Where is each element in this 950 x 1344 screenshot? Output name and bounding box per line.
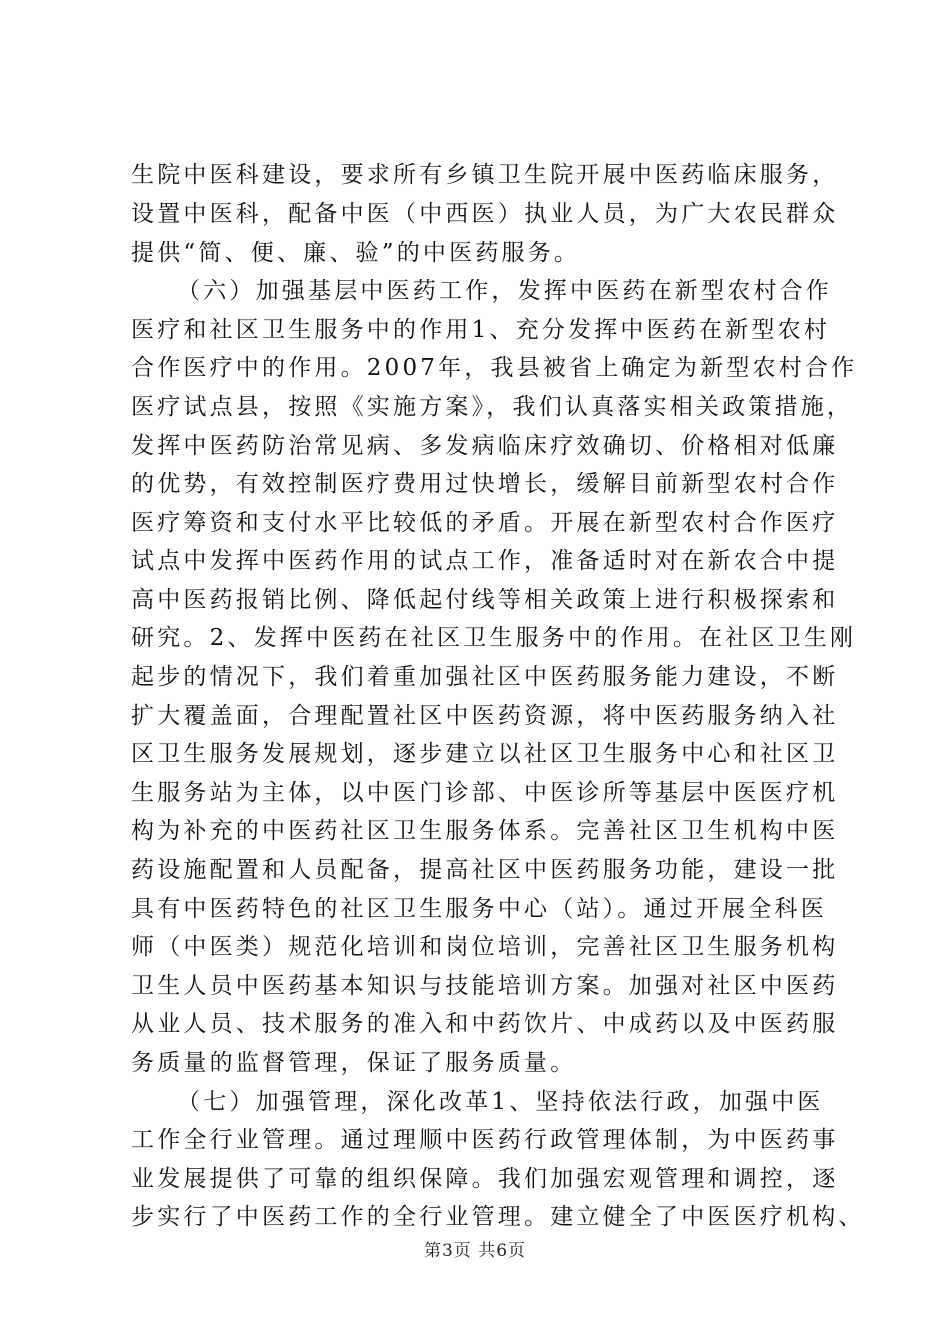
text-line: 试点中发挥中医药作用的试点工作，准备适时对在新农合中提 [131,548,839,574]
text-line: 务质量的监督管理，保证了服务质量。 [131,1050,577,1076]
text-line: 医疗和社区卫生服务中的作用1、充分发挥中医药在新型农村 [131,317,831,343]
text-line: 卫生人员中医药基本知识与技能培训方案。加强对社区中医药 [131,973,839,999]
text-line: 从业人员、技术服务的准入和中药饮片、中成药以及中医药服 [131,1011,839,1037]
page-number-footer: 第3页 共6页 [423,1241,527,1261]
text-line: 师（中医类）规范化培训和岗位培训，完善社区卫生服务机构 [131,934,839,960]
text-line: 发挥中医药防治常见病、多发病临床疗效确切、价格相对低廉 [131,433,839,459]
paragraph-start-line: （七）加强管理，深化改革1、坚持依法行政，加强中医 [177,1089,824,1115]
text-line: 具有中医药特色的社区卫生服务中心（站）。通过开展全科医 [131,896,827,922]
text-line: 医疗筹资和支付水平比较低的矛盾。开展在新型农村合作医疗 [131,510,839,536]
text-line: 药设施配置和人员配备，提高社区中医药服务功能，建设一批 [131,857,839,883]
text-line: 生院中医科建设，要求所有乡镇卫生院开展中医药临床服务， [131,162,839,188]
text-line: 的优势，有效控制医疗费用过快增长，缓解目前新型农村合作 [131,471,839,497]
text-line: 医疗试点县，按照《实施方案》，我们认真落实相关政策措施， [131,394,854,420]
text-line: 业发展提供了可靠的组织保障。我们加强宏观管理和调控，逐 [131,1166,839,1192]
text-line: 高中医药报销比例、降低起付线等相关政策上进行积极探索和 [131,587,839,613]
text-line: 提供“简、便、廉、验”的中医药服务。 [131,240,581,266]
text-line: 设置中医科，配备中医（中西医）执业人员，为广大农民群众 [131,201,839,227]
text-line: 生服务站为主体，以中医门诊部、中医诊所等基层中医医疗机 [131,780,839,806]
text-line: 区卫生服务发展规划，逐步建立以社区卫生服务中心和社区卫 [131,741,839,767]
text-line: 步实行了中医药工作的全行业管理。建立健全了中医医疗机构、 [131,1204,865,1230]
text-line: 研究。2、发挥中医药在社区卫生服务中的作用。在社区卫生刚 [131,625,857,651]
text-line: 合作医疗中的作用。2007年，我县被省上确定为新型农村合作 [131,355,858,381]
text-line: 扩大覆盖面，合理配置社区中医药资源，将中医药服务纳入社 [131,703,839,729]
text-line: 起步的情况下，我们着重加强社区中医药服务能力建设，不断 [131,664,839,690]
text-line: 构为补充的中医药社区卫生服务体系。完善社区卫生机构中医 [131,818,839,844]
paragraph-start-line: （六）加强基层中医药工作，发挥中医药在新型农村合作 [177,278,832,304]
text-line: 工作全行业管理。通过理顺中医药行政管理体制，为中医药事 [131,1127,839,1153]
